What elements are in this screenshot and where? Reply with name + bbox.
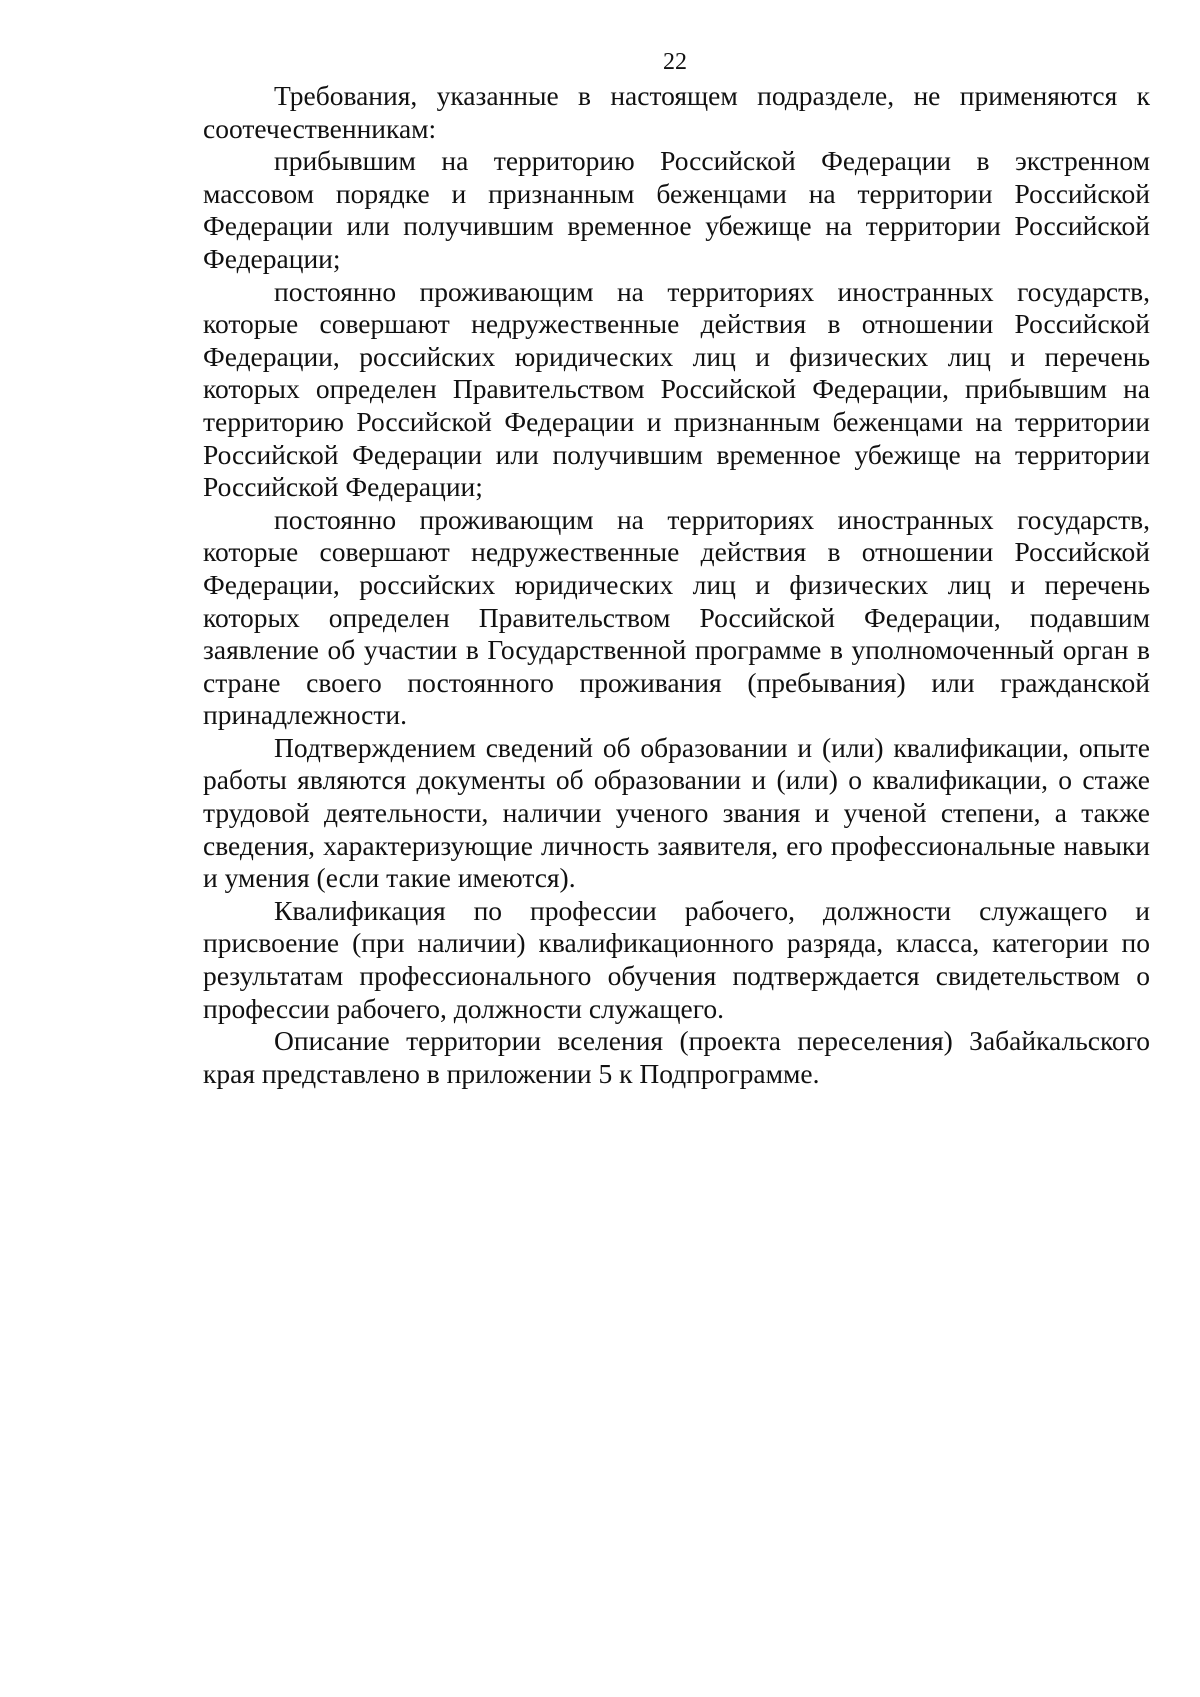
paragraph-emergency-arrivals: прибывшим на территорию Российской Федерации в экстренном массовом порядке и признанным беженцами на территории Российской Федерации или получившим временное убежище на территории Российской Федерации; — [203, 145, 1150, 274]
paragraph-education-confirmation: Подтверждением сведений об образовании и (или) квалификации, опыте работы являются документы об образовании и (или) о квалификации, о стаже трудовой деятельности, наличии ученого звания и ученой степени, а также сведения, характеризующие личность заявителя, его профессиональные навыки и умения (если такие имеются). — [203, 731, 1150, 894]
paragraph-territory-description: Описание территории вселения (проекта переселения) Забайкальского края представлено в приложении 5 к Подпрограмме. — [203, 1025, 1150, 1089]
page-number: 22 — [663, 49, 687, 75]
paragraph-unfriendly-states-arrivals: постоянно проживающим на территориях иностранных государств, которые совершают недружественные действия в отношении Российской Федерации, российских юридических лиц и физических лиц и перечень которых определен Правительством Российской Федерации, прибывшим на территорию Российской Федерации и признанным беженцами на территории Российской Федерации или получившим временное убежище на территории Российской Федерации; — [203, 275, 1150, 503]
paragraph-qualification: Квалификация по профессии рабочего, должности служащего и присвоение (при наличии) квалификационного разряда, класса, категории по результатам профессионального обучения подтверждается свидетельством о профессии рабочего, должности служащего. — [203, 894, 1150, 1024]
document-body — [203, 80, 1150, 1090]
paragraph-requirements-intro: Требования, указанные в настоящем подразделе, не применяются к соотечественникам: — [203, 80, 1150, 144]
paragraph-unfriendly-states-applicants: постоянно проживающим на территориях иностранных государств, которые совершают недружественные действия в отношении Российской Федерации, российских юридических лиц и физических лиц и перечень которых определен Правительством Российской Федерации, подавшим заявление об участии в Государственной программе в уполномоченный орган в стране своего постоянного проживания (пребывания) или гражданской принадлежности. — [203, 503, 1150, 731]
